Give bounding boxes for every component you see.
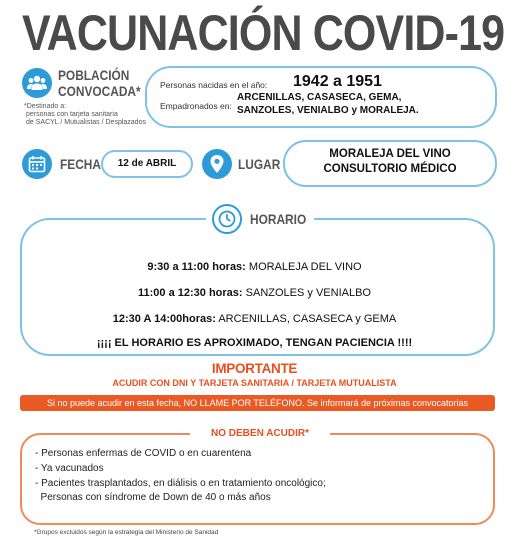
poblacion-label-1: POBLACIÓN [58,67,130,83]
schedule-place-2: SANZOLES y VENIALBO [245,287,371,299]
no-acudir-title: NO DEBEN ACUDIR* [211,428,309,439]
no-acudir-item-4: Personas con síndrome de Down de 40 o más años [35,492,271,503]
clock-icon [212,204,242,234]
calendar-icon [22,149,52,179]
fecha-value: 12 de ABRIL [117,158,177,169]
schedule-line-1 [0,261,509,273]
fecha-label: FECHA [60,156,101,172]
schedule-warning: ¡¡¡¡ EL HORARIO ES APROXIMADO, TENGAN PACIENCIA !!!! [96,337,413,349]
empadronados-label: Empadronados en: [160,101,232,111]
towns-line-2: SANZOLES, VENIALBO y MORALEJA. [237,105,419,116]
importante-banner: Si no puede acudir en esta fecha, NO LLAME POR TELÉFONO. Se informará de próximas convocatorias [20,395,495,411]
poblacion-label-2: CONVOCADA* [58,83,141,99]
lugar-line-1: MORALEJA DEL VINO [329,148,451,160]
nacidas-label: Personas nacidas en el año: [160,80,268,90]
schedule-time-1: 9:30 a 11:00 horas: [147,261,246,273]
schedule-place-1: MORALEJA DEL VINO [248,261,362,273]
lugar-line-2: CONSULTORIO MÉDICO [323,163,457,175]
schedule-line-2 [0,287,509,299]
no-acudir-item-1: - Personas enfermas de COVID o en cuarentena [35,448,252,459]
no-acudir-item-3: - Pacientes trasplantados, en diálisis o en tratamiento oncológico; [35,478,326,489]
schedule-time-2: 11:00 a 12:30 horas: [138,287,243,299]
schedule-place-3: ARCENILLAS, CASASECA y GEMA [218,313,397,325]
schedule-line-3 [0,313,509,325]
footnote: *Grupos excluidos según la estrategia del Ministerio de Sanidad [34,529,219,536]
people-icon [22,68,52,98]
towns-line-1: ARCENILLAS, CASASECA, GEMA, [237,92,402,103]
poblacion-note-1: *Destinado a: [24,103,67,110]
lugar-label: LUGAR [238,156,281,172]
years-value: 1942 a 1951 [293,73,382,90]
location-pin-icon [202,149,232,179]
importante-title: IMPORTANTE [211,361,298,376]
schedule-time-3: 12:30 A 14:00horas: [112,313,216,325]
poblacion-note-2: personas con tarjeta sanitaria [26,111,118,118]
poblacion-note-3: de SACYL / Mutualistas / Desplazados [26,119,146,126]
importante-subtitle: ACUDIR CON DNI Y TARJETA SANITARIA / TARJETA MUTUALISTA [112,378,397,388]
horario-label: HORARIO [250,211,307,227]
no-acudir-item-2: - Ya vacunados [35,463,104,474]
page-title: VACUNACIÓN COVID-19 [22,5,505,61]
